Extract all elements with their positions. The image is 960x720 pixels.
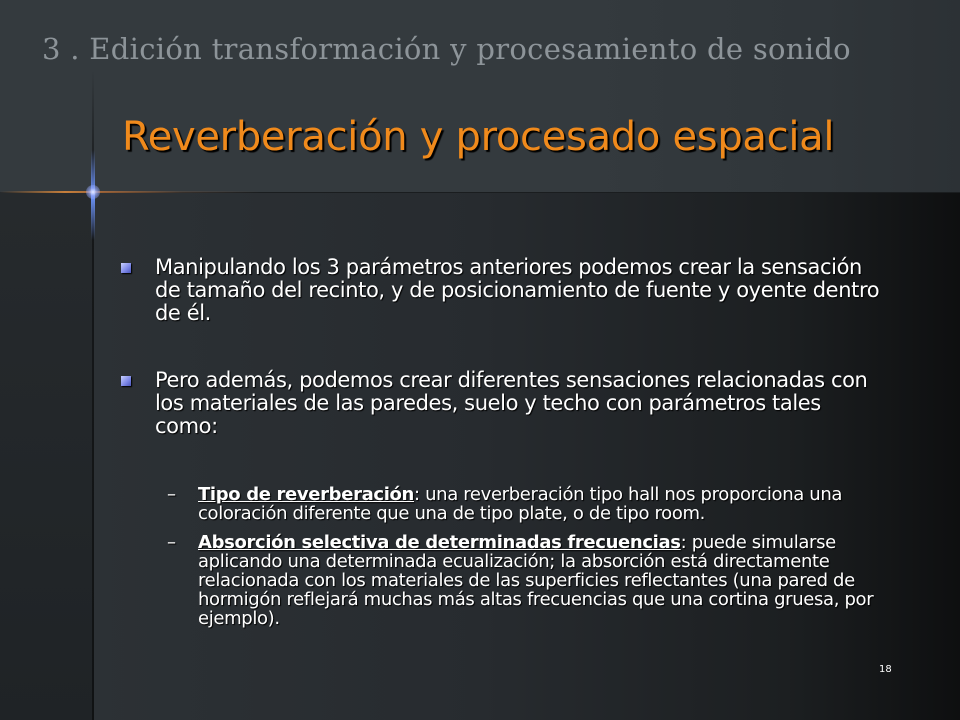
bullet-text: Manipulando los 3 parámetros anteriores podemos crear la sensación de tamaño del recinto, y de posicionamiento de fuente y oyente dentro de él. — [155, 255, 880, 325]
section-title: 3 . Edición transformación y procesamiento de sonido — [42, 32, 851, 66]
sub-bullet-term: Tipo de reverberación — [198, 484, 415, 505]
sub-bullet-text: una reverberación tipo hall nos proporciona una coloración diferente que una de tipo plate, o de tipo room. — [198, 484, 843, 524]
sub-bullet-separator: : — [414, 484, 420, 505]
sub-bullet-text: puede simularse aplicando una determinada ecualización; la absorción está directamente relacionada con los materiales de las superficies reflectantes (una pared de hormigón reflejará muchas más altas frecuencias que una cortina gruesa, por ejemplo). — [198, 532, 874, 629]
sub-bullet-list — [118, 485, 888, 628]
left-band — [0, 192, 93, 720]
header-band — [0, 0, 960, 193]
sparkle-icon — [86, 185, 100, 199]
sub-bullet-item — [163, 533, 888, 628]
bullet-item — [118, 256, 888, 325]
bullet-item — [118, 369, 888, 438]
slide-title: Reverberación y procesado espacial — [122, 114, 835, 160]
dash-bullet: – — [167, 484, 176, 505]
square-bullet-icon — [121, 263, 131, 273]
sub-bullet-term: Absorción selectiva de determinadas frecuencias — [198, 532, 681, 553]
square-bullet-icon — [121, 376, 131, 386]
dash-bullet: – — [167, 532, 176, 553]
sub-bullet-item — [163, 485, 888, 523]
horizontal-divider-line — [0, 191, 260, 193]
slide-content — [118, 256, 888, 628]
page-number: 18 — [879, 664, 892, 675]
bullet-text: Pero además, podemos crear diferentes sensaciones relacionadas con los materiales de las paredes, suelo y techo con parámetros tales como: — [155, 368, 868, 438]
sub-bullet-separator: : — [680, 532, 687, 553]
